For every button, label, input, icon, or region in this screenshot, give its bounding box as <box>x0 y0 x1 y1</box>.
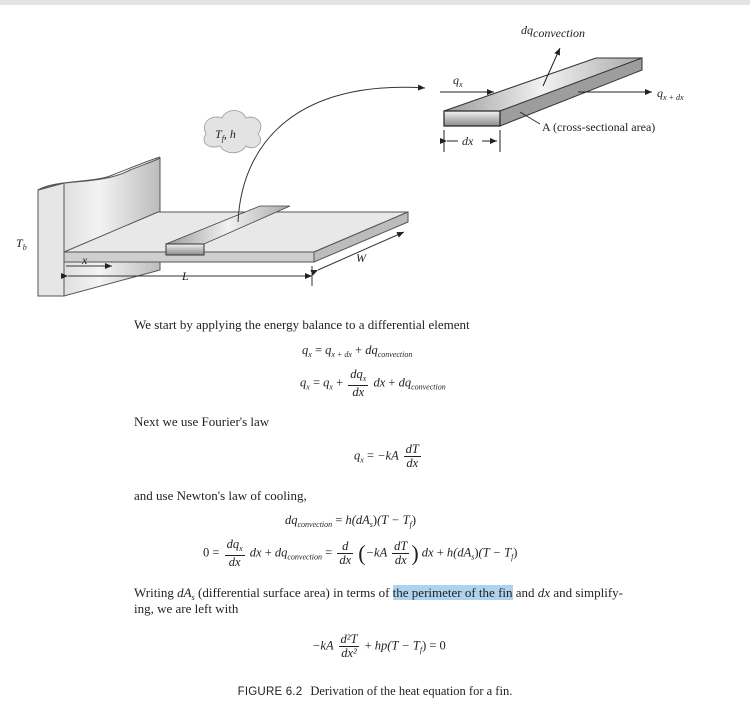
W-label: W <box>356 251 366 265</box>
figure-caption <box>0 684 750 699</box>
equation-6: −kA $\frac{\text{d²T}}{\text{dx²}}$ + $hp(T - T_f) = 0$ <box>312 632 446 660</box>
paragraph-left-with: ing, we are left with <box>134 601 239 616</box>
qx-label: $q_x$ <box>453 73 463 89</box>
fin-diagram <box>0 0 750 310</box>
equation-3: $q_x = -kA$ $\frac{dT}{dx}$ <box>354 442 419 470</box>
x-label: x <box>82 253 88 267</box>
equation-4: $dq_{convection} = h(dA_s)(T - T_f)$ <box>285 513 417 529</box>
paragraph-energy-balance: We start by applying the energy balance to a differential element <box>134 317 470 332</box>
highlighted-perimeter-text[interactable]: the perimeter of the fin <box>392 585 513 600</box>
area-label: A (cross-sectional area) <box>542 120 656 134</box>
dq-convection-label: dqconvection <box>521 23 585 40</box>
equation-2: $q_x = q_x$ + $\frac{dq_x}{dx}$ dx + $dq_{convection}$ <box>300 367 446 399</box>
paragraph-fourier: Next we use Fourier's law <box>134 414 270 429</box>
figure-label: FIGURE 6.2 <box>237 686 303 698</box>
dx-label: dx <box>462 134 474 148</box>
zoom-arrow <box>238 87 425 222</box>
equation-1: $q_x = q_{x + dx} + dq_{convection}$ <box>302 343 413 359</box>
paragraph-newton: and use Newton's law of cooling, <box>134 488 307 503</box>
qx-dx-label: $q_{x + dx}$ <box>657 86 684 102</box>
figure-caption-text: Derivation of the heat equation for a fin. <box>310 684 513 698</box>
equation-5: 0 = $\frac{dq_x}{dx}$ dx + $dq_{convection}$ = $\frac{d}{dx}$ (−kA $\frac{dT}{dx}$ ) dx + $h(dA_s)(T - T_f)$ <box>203 537 518 569</box>
tb-label: $T_b$ <box>16 236 27 252</box>
paragraph-writing: Writing $dA_s$ (differential surface area) in terms of the perimeter of the fin and dx and simplify- <box>134 585 624 602</box>
L-label: L <box>182 269 189 283</box>
tf-h-label: $T_f$, h <box>215 127 236 143</box>
